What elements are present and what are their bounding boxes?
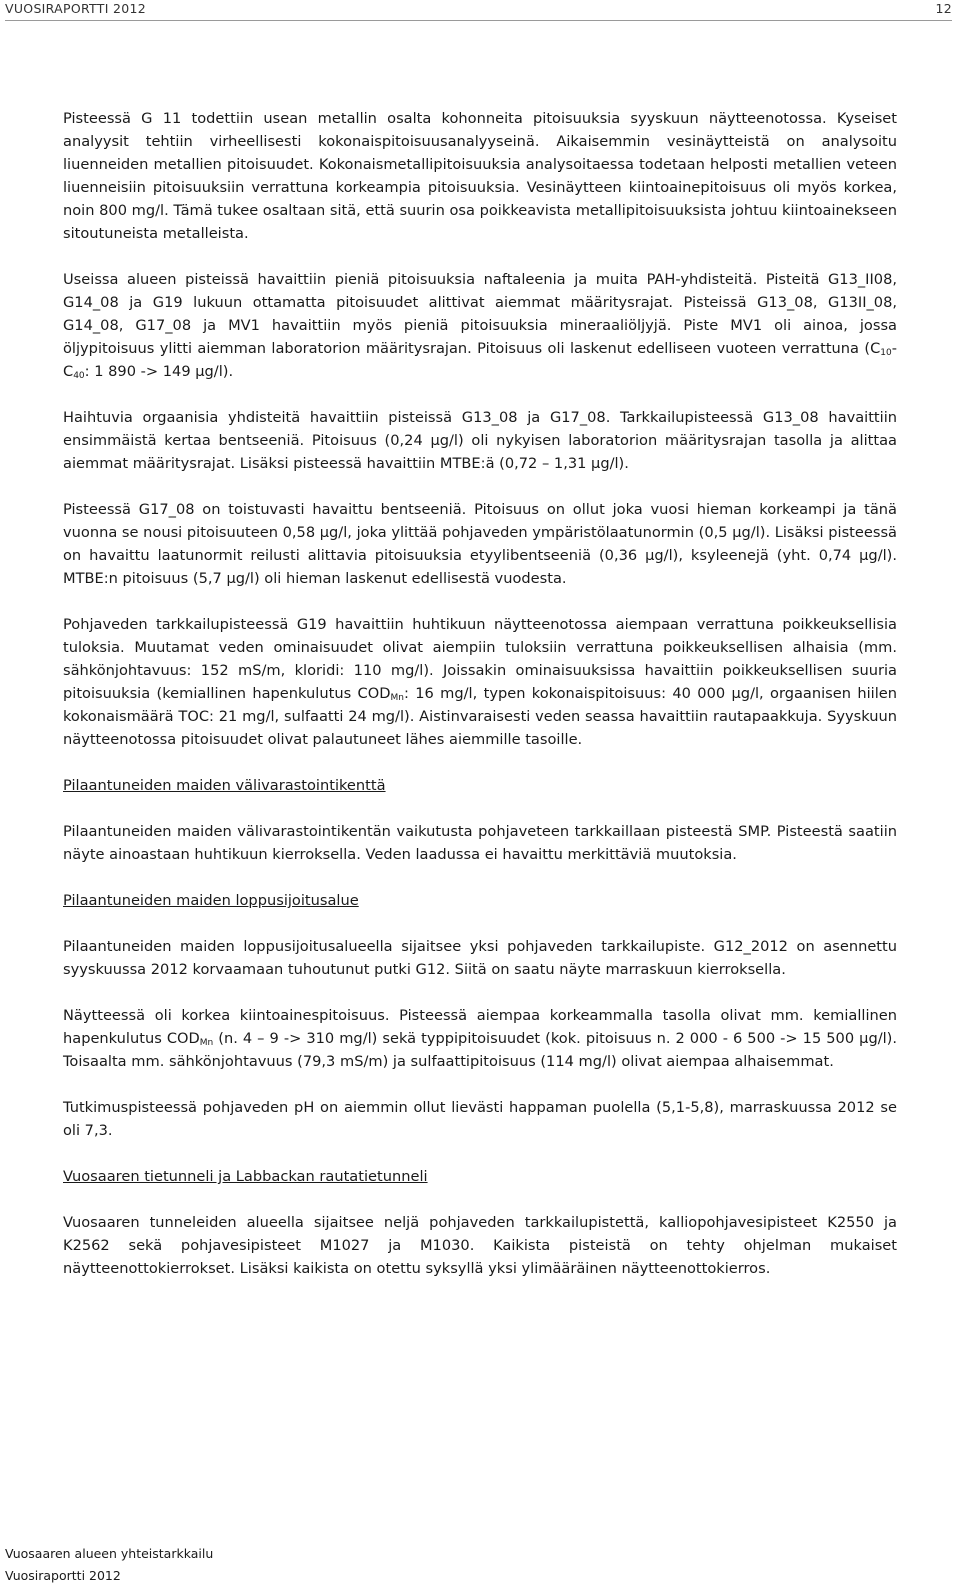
- footer-line-2: Vuosiraportti 2012: [5, 1568, 121, 1583]
- page-footer: [5, 1543, 213, 1587]
- section-heading-storage: Pilaantuneiden maiden välivarastointikenttä: [63, 777, 386, 794]
- paragraph-voc: Haihtuvia orgaanisia yhdisteitä havaittiin pisteissä G13_08 ja G17_08. Tarkkailupisteessä G13_08 havaittiin ensimmäistä kertaa bentseeniä. Pitoisuus (0,24 µg/l) oli nykyisen laboratorion määritysrajan tasolla ja alittaa aiemmat määritysrajat. Lisäksi pisteessä havaittiin MTBE:ä (0,72 – 1,31 µg/l).: [63, 409, 897, 472]
- paragraph-disposal-3: Tutkimuspisteessä pohjaveden pH on aiemmin ollut lievästi happaman puolella (5,1-5,8), marraskuussa 2012 se oli 7,3.: [63, 1099, 897, 1139]
- paragraph-metals: Pisteessä G 11 todettiin usean metallin osalta kohonneita pitoisuuksia syyskuun näytteenotossa. Kyseiset analyysit tehtiin virheellisesti kokonaispitoisuusanalyyseinä. Aikaisemmin vesinäytteistä on analysoitu liuenneiden metallien pitoisuudet. Kokonaismetallipitoisuuksia analysoitaessa todetaan helposti metallien veteen liuenneisiin pitoisuuksiin verrattuna korkeampia pitoisuuksia. Vesinäytteen kiintoainepitoisuus oli myös korkea, noin 800 mg/l. Tämä tukee osaltaan sitä, että suurin osa poikkeavista metallipitoisuuksista johtuu kiintoainekseen sitoutuneista metalleista.: [63, 110, 897, 242]
- subscript-c40: 40: [73, 371, 85, 381]
- section-heading-tunnels: Vuosaaren tietunneli ja Labbackan rautatietunneli: [63, 1168, 428, 1185]
- paragraph-storage: Pilaantuneiden maiden välivarastointikentän vaikutusta pohjaveteen tarkkaillaan pisteestä SMP. Pisteestä saatiin näyte ainoastaan huhtikuun kierroksella. Veden laadussa ei havaittu merkittäviä muutoksia.: [63, 823, 897, 863]
- page-header: [5, 0, 952, 21]
- section-heading-disposal: Pilaantuneiden maiden loppusijoitusalue: [63, 892, 359, 909]
- subscript-mn-2: Mn: [199, 1038, 214, 1048]
- paragraph-benzene: Pisteessä G17_08 on toistuvasti havaittu bentseeniä. Pitoisuus on ollut joka vuosi hieman korkeampi ja tänä vuonna se nousi pitoisuuteen 0,58 µg/l, joka ylittää pohjaveden ympäristölaatunormin (0,5 µg/l). Lisäksi pisteessä on havaittu laatunormit reilusti alittavia pitoisuuksia etyylibentseeniä (0,36 µg/l), ksyleenejä (yht. 0,74 µg/l). MTBE:n pitoisuus (5,7 µg/l) oli hieman laskenut edellisestä vuodesta.: [63, 501, 897, 587]
- document-body: [63, 107, 897, 1303]
- paragraph-tunnels: Vuosaaren tunneleiden alueella sijaitsee neljä pohjaveden tarkkailupistettä, kalliopohjavesipisteet K2550 ja K2562 sekä pohjavesipisteet M1027 ja M1030. Kaikista pisteistä on tehty ohjelman mukaiset näytteenottokierrokset. Lisäksi kaikista on otettu syksyllä yksi ylimääräinen näytteenottokierros.: [63, 1214, 897, 1277]
- header-title: VUOSIRAPORTTI 2012: [5, 1, 146, 16]
- paragraph-pah: Useissa alueen pisteissä havaittiin pieniä pitoisuuksia naftaleenia ja muita PAH-yhdisteitä. Pisteitä G13_II08, G14_08 ja G19 lukuun ottamatta pitoisuudet alittivat aiemmat määritysrajat. Pisteissä G13_08, G13II_08, G14_08, G17_08 ja MV1 havaittiin myös pieniä pitoisuuksia mineraaliöljyjä. Piste MV1 oli ainoa, jossa öljypitoisuus ylitti aiemman laboratorion määritysrajan. Pitoisuus oli laskenut edelliseen vuoteen verrattuna ($C_{10}-C_{40}$: 1 890 -> 149 µg/l).: [63, 271, 897, 381]
- subscript-c10: 10: [880, 348, 892, 358]
- paragraph-disposal-2: Näytteessä oli korkea kiintoainespitoisuus. Pisteessä aiempaa korkeammalla tasolla olivat mm. kemiallinen hapenkulutus $COD_{Mn}$ (n. 4 – 9 -> 310 mg/l) sekä typpipitoisuudet (kok. pitoisuus n. 2 000 - 6 500 -> 15 500 µg/l). Toisaalta mm. sähkönjohtavuus (79,3 mS/m) ja sulfaattipitoisuus (114 mg/l) olivat aiempaa alhaisemmat.: [63, 1007, 898, 1070]
- footer-line-1: Vuosaaren alueen yhteistarkkailu: [5, 1546, 214, 1561]
- paragraph-g19: Pohjaveden tarkkailupisteessä G19 havaittiin huhtikuun näytteenotossa aiempaan verrattuna poikkeuksellisia tuloksia. Muutamat veden ominaisuudet olivat aiempiin tuloksiin verrattuna poikkeuksellisen alhaisia (mm. sähkönjohtavuus: 152 mS/m, kloridi: 110 mg/l). Joissakin ominaisuuksissa havaittiin poikkeuksellisen suuria pitoisuuksia (kemiallinen hapenkulutus $COD_{Mn}$: 16 mg/l, typen kokonaispitoisuus: 40 000 µg/l, orgaanisen hiilen kokonaismäärä TOC: 21 mg/l, sulfaatti 24 mg/l). Aistinvaraisesti veden seassa havaittiin rautapaakkuja. Syyskuun näytteenotossa pitoisuudet olivat palautuneet lähes aiemmille tasoille.: [63, 616, 898, 748]
- subscript-mn: Mn: [390, 693, 404, 703]
- page-number: 12: [935, 1, 952, 16]
- paragraph-disposal-1: Pilaantuneiden maiden loppusijoitusalueella sijaitsee yksi pohjaveden tarkkailupiste. G12_2012 on asennettu syyskuussa 2012 korvaamaan tuhoutunut putki G12. Siitä on saatu näyte marraskuun kierroksella.: [63, 938, 897, 978]
